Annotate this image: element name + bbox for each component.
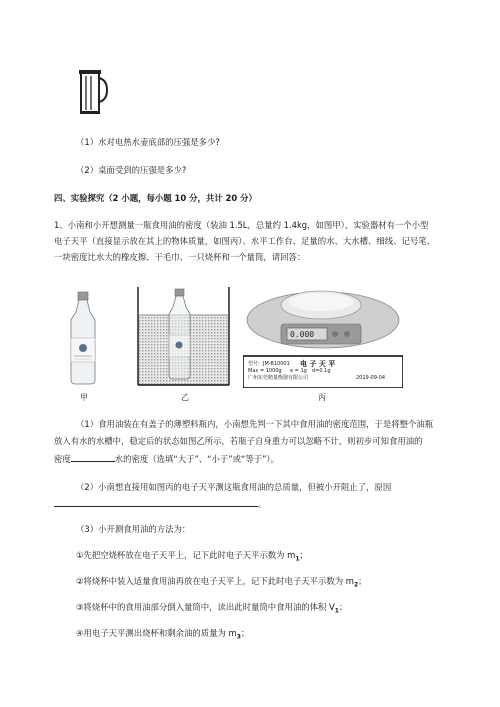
step-2-end: ；	[358, 576, 367, 586]
step-4-end: ；	[240, 628, 250, 638]
sub1-answer-blank[interactable]	[71, 452, 115, 462]
step-4	[76, 627, 249, 644]
question-1: （1）水对电热水壶底部的压强是多少?	[76, 137, 220, 147]
sub3-heading: （3）小开测食用油的方法为：	[76, 524, 191, 534]
figure-caption-jia: 甲	[80, 393, 88, 402]
step-4-subscript: 3	[236, 633, 241, 641]
oil-bottle-figure	[64, 290, 102, 386]
figure-caption-yi: 乙	[181, 393, 189, 402]
step-3	[76, 601, 347, 618]
sub1-line-3-rest: 水的密度（选填“大于”、“小于”或“等于”）。	[114, 454, 279, 464]
electric-kettle-figure	[76, 68, 110, 118]
sub1-line-1: （1）食用油装在有盖子的薄塑料瓶内，小南想先判一下其中食用油的密度范围，于是将整个油瓶	[76, 419, 434, 429]
sub2-line-2	[54, 497, 266, 510]
problem-line-2: 电子天平（直接显示放在其上的物体质量，如图丙）、水平工作台、足量的水、大水槽、细线、记号笔、	[54, 236, 436, 246]
step-3-subscript: 1	[334, 607, 339, 615]
figure-caption-bing: 丙	[318, 393, 326, 402]
sub2-line-1: （2）小南想直接用如图丙的电子天平测这瓶食用油的总质量，但被小开阻止了，原因	[76, 482, 392, 492]
scale-e: e = 1g	[290, 368, 307, 374]
sub1-line-2: 放入有水的水槽中，稳定后的状态如图乙所示，若瓶子自身重力可以忽略不计，则初步可知食用油的	[54, 436, 423, 446]
scale-model: 型号：JM-B10001	[248, 361, 290, 367]
section-heading: 四、实验探究（2 小题，每小题 10 分，共计 20 分）	[54, 193, 257, 203]
step-1-subscript: 1	[295, 555, 300, 563]
sub1-line-3	[54, 452, 279, 465]
step-1-text: ①先把空烧杯放在电子天平上，记下此时电子天平示数为 m	[76, 550, 296, 560]
scale-display: 0.000	[290, 330, 315, 339]
problem-line-3: 一块密度比水大的橡皮擦、干毛巾、一只烧杯和一个量筒，请回答：	[54, 252, 306, 262]
scale-title: 电 子 天 平	[300, 360, 336, 368]
scale-maker: 广州东莞精量衡器有限公司	[248, 375, 309, 381]
step-2-subscript: 2	[353, 581, 359, 589]
scale-d: d=0.1g	[312, 368, 331, 374]
step-3-end: ；	[338, 602, 348, 612]
step-3-text: ③将烧杯中的食用油部分倒入量筒中，读出此时量筒中食用油的体积 V	[76, 602, 335, 612]
step-4-text: ④用电子天平测出烧杯和剩余油的质量为 m	[76, 628, 237, 638]
step-2	[76, 575, 367, 592]
scale-date: 2019-09-04	[356, 375, 386, 381]
step-2-text: ②将烧杯中装入适量食用油再放在电子天平上，记下此时电子天平示数为 m	[76, 576, 354, 586]
sub2-period: 。	[258, 499, 267, 509]
step-1	[76, 549, 308, 566]
problem-line-1: 1、小南和小开想测量一瓶食用油的密度（装油 1.5L，总量约 1.4kg，如图甲），实验器材有一个小型	[54, 220, 429, 230]
question-2: （2）桌面受到的压强是多少?	[76, 165, 187, 175]
step-1-end: ；	[299, 550, 308, 560]
sub2-answer-blank[interactable]	[54, 497, 258, 507]
sub1-density-label: 密度	[54, 454, 71, 464]
scale-max: Max = 1000g	[248, 368, 282, 374]
water-tank-figure	[136, 287, 231, 387]
